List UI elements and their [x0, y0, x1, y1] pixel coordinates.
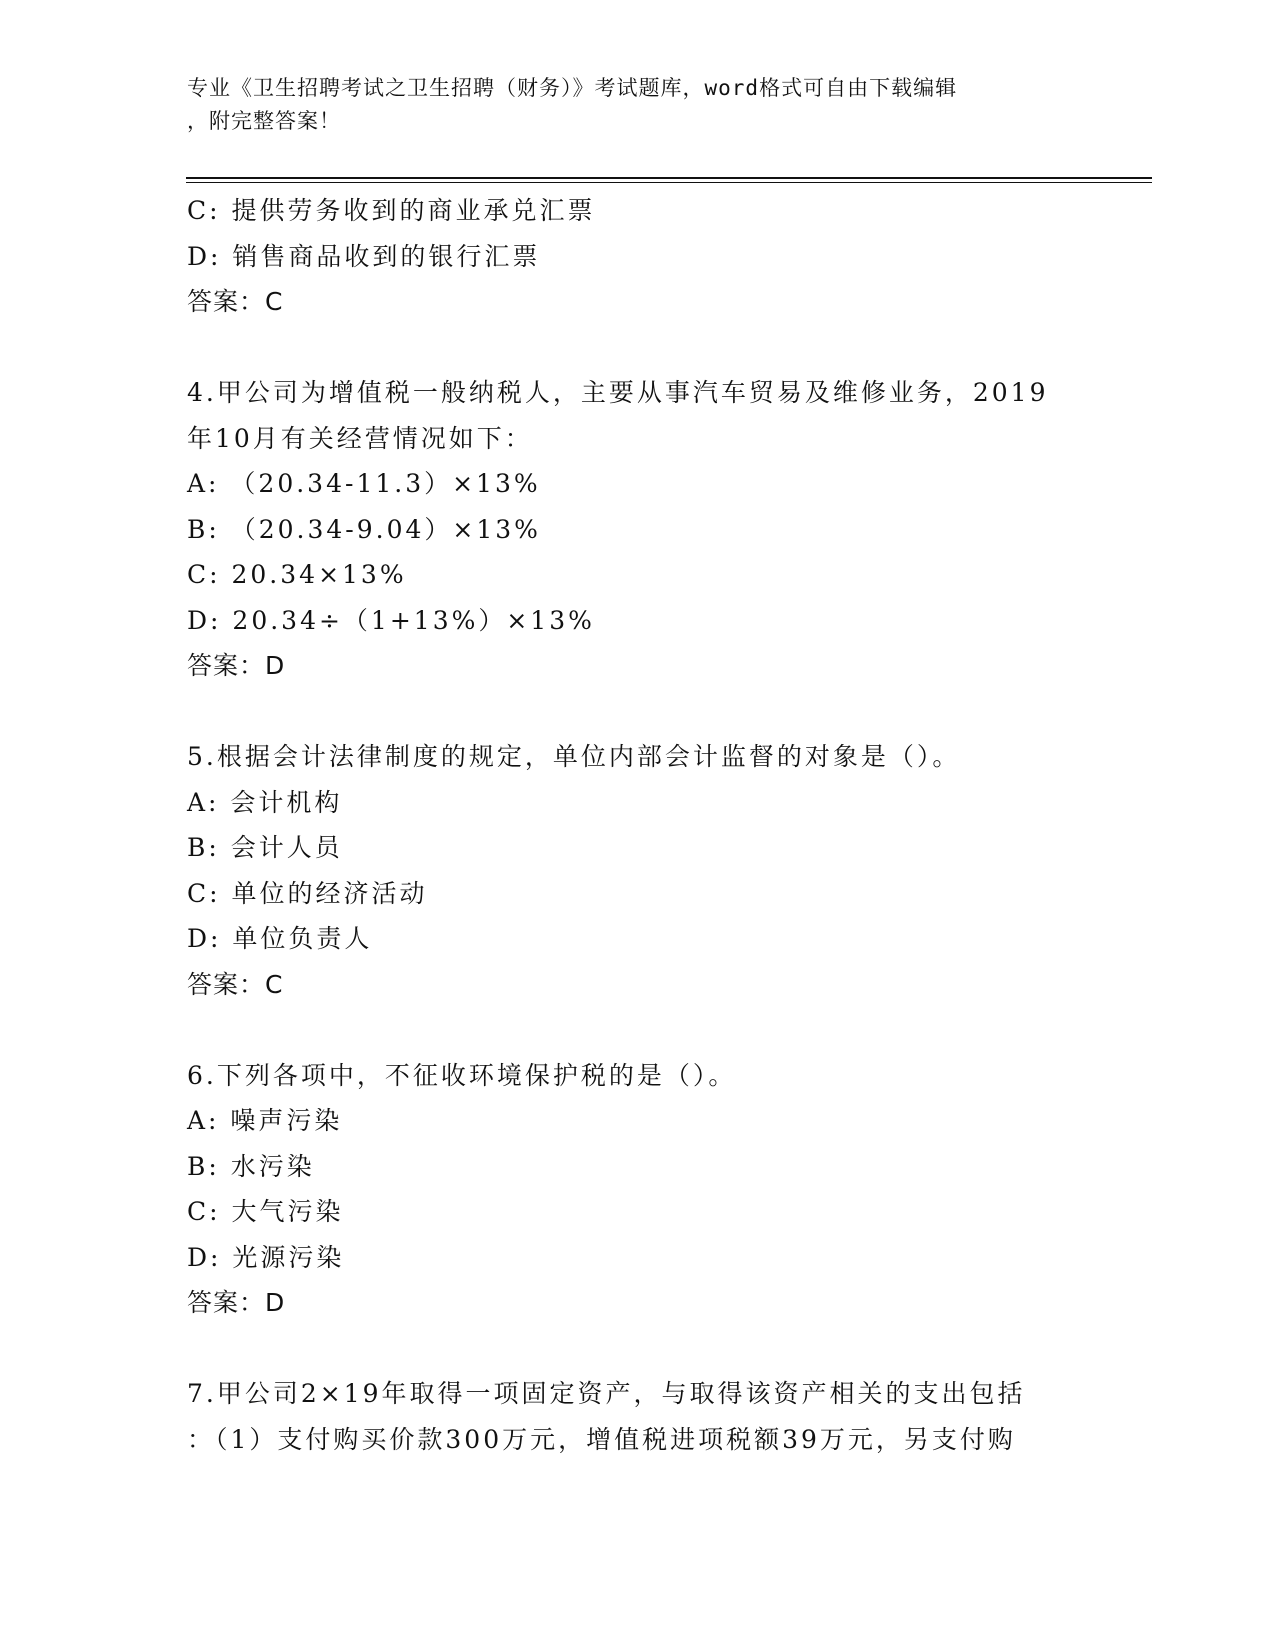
option-a: A: 噪声污染: [187, 1106, 343, 1135]
document-header: [187, 72, 1087, 138]
question-stem-line-1: 7.甲公司2×19年取得一项固定资产，与取得该资产相关的支出包括: [187, 1379, 1026, 1408]
option-c: C: 提供劳务收到的商业承兑汇票: [187, 196, 596, 225]
header-title-line-1: 专业《卫生招聘考试之卫生招聘（财务）》考试题库，word格式可自由下载编辑: [187, 76, 958, 100]
option-a: A: 会计机构: [187, 787, 343, 817]
question-block: [187, 1371, 1087, 1462]
question-block: [187, 188, 1087, 325]
block-spacer: [187, 325, 1087, 371]
header-title-line-2: ，附完整答案！: [187, 109, 341, 133]
option-b: B: （20.34-9.04）×13%: [187, 514, 541, 544]
question-content: [187, 188, 1087, 1462]
option-d: D: 20.34÷（1+13%）×13%: [187, 605, 595, 635]
answer-line: 答案：C: [187, 287, 284, 316]
block-spacer: [187, 689, 1087, 735]
answer-line: 答案：D: [187, 651, 286, 680]
question-block: [187, 734, 1087, 1007]
option-c: C: 20.34×13%: [187, 560, 407, 589]
header-divider-thick: [186, 177, 1152, 179]
block-spacer: [187, 1007, 1087, 1053]
question-stem-line-1: 6.下列各项中，不征收环境保护税的是（）。: [187, 1060, 737, 1090]
question-stem-line-1: 4.甲公司为增值税一般纳税人，主要从事汽车贸易及维修业务，2019: [187, 378, 1049, 407]
header-divider-thin: [186, 182, 1152, 183]
question-stem-line-1: 5.根据会计法律制度的规定，单位内部会计监督的对象是（）。: [187, 742, 961, 771]
question-stem-line-2: 年10月有关经营情况如下：: [187, 423, 533, 453]
block-spacer: [187, 1326, 1087, 1372]
answer-line: 答案：C: [187, 969, 284, 999]
option-a: A: （20.34-11.3）×13%: [187, 469, 541, 498]
option-c: C: 单位的经济活动: [187, 878, 428, 908]
option-b: B: 水污染: [187, 1151, 315, 1181]
option-c: C: 大气污染: [187, 1197, 344, 1226]
answer-line: 答案：D: [187, 1288, 286, 1317]
option-d: D: 单位负责人: [187, 924, 373, 953]
question-stem-line-2: ：（1）支付购买价款300万元，增值税进项税额39万元，另支付购: [187, 1424, 1016, 1454]
option-d: D: 销售商品收到的银行汇票: [187, 241, 541, 271]
question-block: [187, 1053, 1087, 1326]
option-b: B: 会计人员: [187, 833, 343, 862]
question-block: [187, 370, 1087, 689]
option-d: D: 光源污染: [187, 1242, 345, 1272]
